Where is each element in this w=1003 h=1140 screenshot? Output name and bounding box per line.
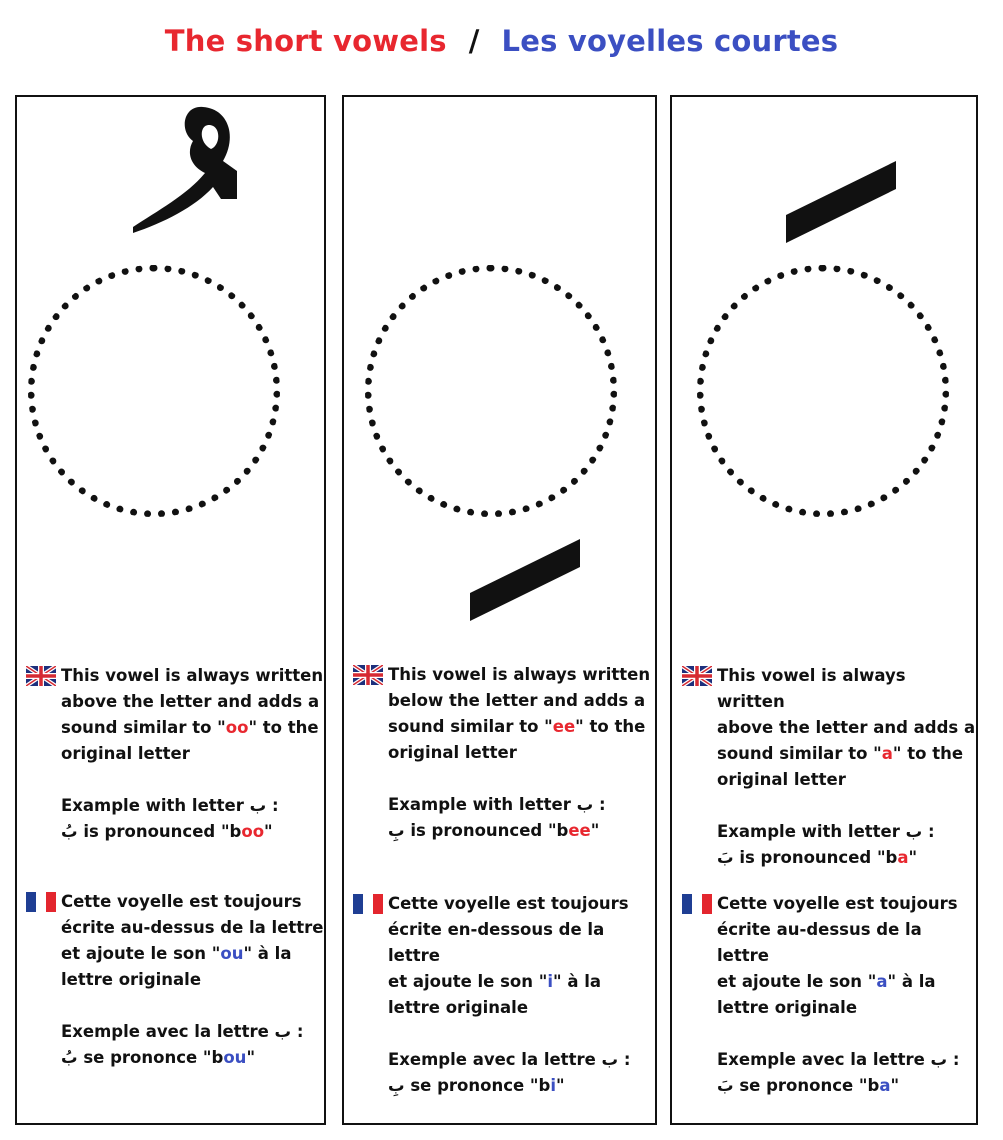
sound-highlight: i xyxy=(550,1076,556,1095)
fr-line: et ajoute le son "a" à la xyxy=(717,972,936,991)
en-example: Example with letter ب : بَ is pronounced "ba" xyxy=(717,822,935,867)
fr-line: Cette voyelle est toujours xyxy=(61,892,302,911)
fr-line: lettre originale xyxy=(717,998,858,1017)
sound-highlight: oo xyxy=(241,822,265,841)
france-flag-icon xyxy=(26,892,56,912)
france-flag-icon xyxy=(353,894,383,914)
sound-highlight: ou xyxy=(220,944,244,963)
letter-placeholder-circle xyxy=(697,265,949,517)
damma-mark-icon xyxy=(133,103,241,235)
sound-highlight: oo xyxy=(225,718,249,737)
sound-highlight: a xyxy=(879,1076,891,1095)
title-english: The short vowels xyxy=(164,24,447,58)
vowel-card-fatha xyxy=(670,95,978,1125)
fr-example: Exemple avec la lettre ب : بَ se prononce "ba" xyxy=(717,1050,960,1095)
fr-line: écrite au-dessus de la lettre xyxy=(717,920,922,965)
french-description xyxy=(353,891,655,1099)
uk-flag-icon xyxy=(682,666,712,686)
arabic-vowelled-letter: بُ xyxy=(61,822,78,841)
letter-placeholder-circle xyxy=(28,265,280,517)
uk-flag-icon xyxy=(26,666,56,686)
sound-highlight: ou xyxy=(223,1048,247,1067)
sound-highlight: a xyxy=(897,848,909,867)
page-title xyxy=(0,24,1003,58)
vowel-card-damma xyxy=(15,95,326,1125)
title-french: Les voyelles courtes xyxy=(501,24,839,58)
fr-line: Cette voyelle est toujours xyxy=(717,894,958,913)
en-example: Example with letter ب : بُ is pronounced "boo" xyxy=(61,796,279,841)
fr-line: écrite en-dessous de la lettre xyxy=(388,920,605,965)
arabic-vowelled-letter: بَ xyxy=(717,1076,734,1095)
arabic-letter: ب : xyxy=(576,795,606,814)
french-description xyxy=(682,891,976,1099)
en-line: above the letter and adds a xyxy=(61,692,320,711)
arabic-letter: ب : xyxy=(274,1022,304,1041)
en-line: sound similar to "a" to the xyxy=(717,744,964,763)
fr-example: Exemple avec la lettre ب : بُ se prononce "bou" xyxy=(61,1022,304,1067)
letter-placeholder-circle xyxy=(365,265,617,517)
en-line: sound similar to "oo" to the xyxy=(61,718,319,737)
title-separator: / xyxy=(468,24,480,58)
sound-highlight: a xyxy=(876,972,888,991)
kasra-mark-icon xyxy=(468,537,582,623)
arabic-letter: ب : xyxy=(930,1050,960,1069)
en-line: original letter xyxy=(388,743,517,762)
sound-highlight: a xyxy=(881,744,893,763)
en-line: This vowel is always written xyxy=(717,666,906,711)
arabic-vowelled-letter: بَ xyxy=(717,848,734,867)
uk-flag-icon xyxy=(353,665,383,685)
fr-line: et ajoute le son "i" à la xyxy=(388,972,602,991)
fr-line: et ajoute le son "ou" à la xyxy=(61,944,292,963)
fr-example: Exemple avec la lettre ب : بِ se prononce "bi" xyxy=(388,1050,631,1095)
en-line: This vowel is always written xyxy=(388,665,651,684)
en-example: Example with letter ب : بِ is pronounced "bee" xyxy=(388,795,606,840)
en-line: original letter xyxy=(61,744,190,763)
vowel-card-kasra xyxy=(342,95,657,1125)
en-line: sound similar to "ee" to the xyxy=(388,717,646,736)
english-description xyxy=(26,663,324,845)
arabic-vowelled-letter: بِ xyxy=(388,821,405,840)
sound-highlight: ee xyxy=(568,821,591,840)
sound-highlight: ee xyxy=(552,717,576,736)
arabic-letter: ب : xyxy=(905,822,935,841)
france-flag-icon xyxy=(682,894,712,914)
sound-highlight: i xyxy=(547,972,554,991)
fr-line: Cette voyelle est toujours xyxy=(388,894,629,913)
french-description xyxy=(26,889,324,1071)
fr-line: lettre originale xyxy=(388,998,529,1017)
en-line: above the letter and adds a xyxy=(717,718,976,737)
arabic-vowelled-letter: بُ xyxy=(61,1048,78,1067)
fr-line: écrite au-dessus de la lettre xyxy=(61,918,324,937)
english-description xyxy=(682,663,976,871)
arabic-letter: ب : xyxy=(601,1050,631,1069)
fatha-mark-icon xyxy=(784,159,898,245)
en-line: below the letter and adds a xyxy=(388,691,646,710)
en-line: original letter xyxy=(717,770,846,789)
english-description xyxy=(353,662,655,844)
arabic-letter: ب : xyxy=(249,796,279,815)
fr-line: lettre originale xyxy=(61,970,202,989)
arabic-vowelled-letter: بِ xyxy=(388,1076,405,1095)
en-line: This vowel is always written xyxy=(61,666,324,685)
